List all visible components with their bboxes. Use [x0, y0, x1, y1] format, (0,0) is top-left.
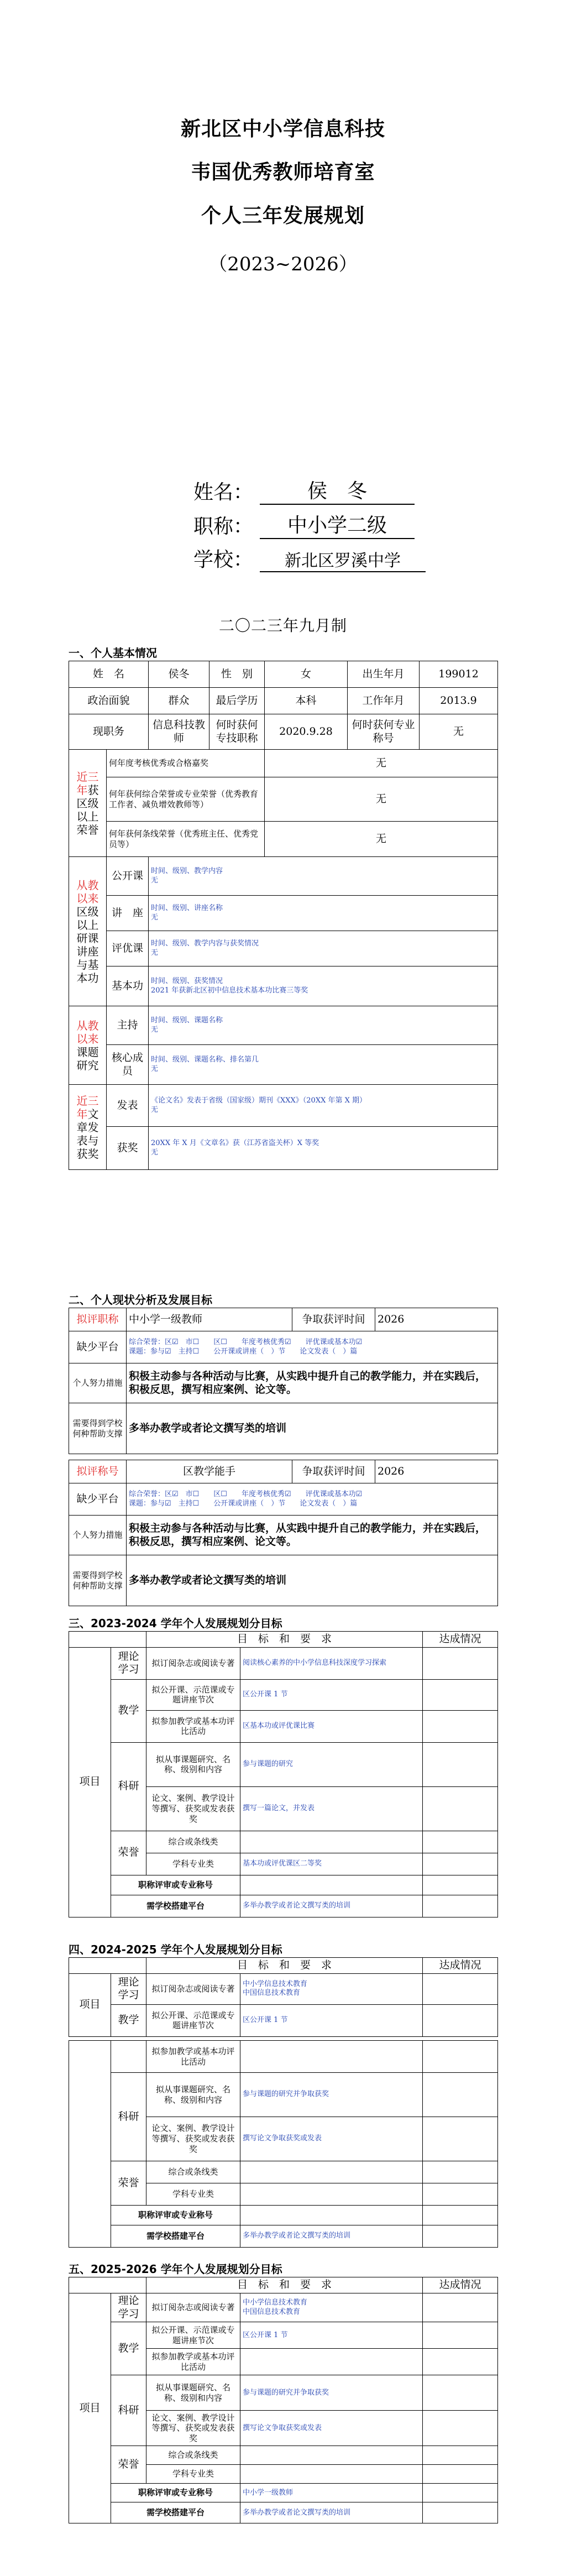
goal-value: 参与课题的研究并争取获奖 [240, 2375, 423, 2411]
goal-value: 多举办教学或者论文撰写类的培训 [240, 1895, 423, 1917]
done-cell [423, 1895, 498, 1917]
item-label: 论文、案例、教学设计等撰写、获奖或发表获奖 [146, 2411, 240, 2446]
goal-value: 区基本功或评优课比赛 [240, 1710, 423, 1742]
goal-value [240, 2161, 423, 2183]
time-label: 争取获评时间 [292, 1308, 375, 1331]
done-cell [423, 2206, 498, 2225]
item-label: 拟从事课题研究、名称、级别和内容 [146, 2073, 240, 2117]
politics-label-cell: 政治面貌 [69, 688, 149, 714]
goal-value: 中小学一级教师 [240, 2484, 423, 2502]
done-cell [423, 2502, 498, 2523]
topic-row-value: 时间、级别、课题名称、排名第几 无 [149, 1045, 498, 1085]
item-label: 拟从事课题研究、名称、级别和内容 [146, 2375, 240, 2411]
goal-value [240, 2183, 423, 2206]
honor-row-value: 无 [265, 777, 498, 822]
done-cell [423, 2484, 498, 2502]
honor-row-label: 何年获何综合荣誉或专业荣誉（优秀教育工作者、减负增效教师等） [107, 777, 265, 822]
topic-row-label: 核心成员 [107, 1045, 149, 1085]
done-cell [423, 2322, 498, 2349]
plan-table-2024-cont [69, 2040, 498, 2248]
paper-row-label: 发表 [107, 1085, 149, 1127]
honor-row-value: 无 [265, 750, 498, 777]
title-value: 中小学二级 [260, 510, 415, 539]
work-label-cell: 工作年月 [348, 688, 420, 714]
school-line [193, 544, 426, 572]
done-cell [423, 2465, 498, 2484]
help-label: 需要得到学校何种帮助支撑 [69, 1403, 127, 1454]
item-label: 拟参加教学或基本功评比活动 [146, 2041, 240, 2073]
topic-group-label: 从教以来课题研究 [69, 1006, 107, 1085]
research-row-label: 评优课 [107, 931, 149, 966]
title-line [193, 510, 415, 539]
school-label: 学校： [193, 548, 254, 571]
goal-value: 基本功或评优课区二等奖 [240, 1853, 423, 1875]
name-value: 侯 冬 [260, 476, 415, 505]
research-row-value: 时间、级别、教学内容 无 [149, 857, 498, 896]
effort-label: 个人努力措施 [69, 1516, 127, 1555]
cover-title-2: 韦国优秀教师培育室 [191, 161, 375, 184]
goal-value [240, 1875, 423, 1895]
done-header: 达成情况 [423, 2277, 498, 2293]
honor-row-label: 何年度考核优秀或合格嘉奖 [107, 750, 265, 777]
time-value: 2026 [375, 1308, 498, 1331]
done-cell [423, 2293, 498, 2322]
project-label: 项目 [69, 1647, 111, 1917]
name-line [193, 476, 415, 505]
topic-row-label: 主持 [107, 1006, 149, 1045]
category-label: 荣誉 [111, 2446, 146, 2484]
name-cell: 侯冬 [149, 661, 209, 688]
honor-group-label: 近三年获区级以上荣誉 [69, 750, 107, 857]
honor-row-value: 无 [265, 822, 498, 857]
item-label: 综合或条线类 [146, 2446, 240, 2465]
title-goal-label: 拟评职称 [69, 1308, 127, 1331]
goal-value [240, 2446, 423, 2465]
politics-cell: 群众 [149, 688, 209, 714]
goal-value: 撰写论文争取获奖或发表 [240, 2411, 423, 2446]
category-label: 科研 [111, 1742, 146, 1831]
item-label: 综合或条线类 [146, 1831, 240, 1853]
birth-label-cell: 出生年月 [348, 661, 420, 688]
edu-label-cell: 最后学历 [209, 688, 265, 714]
done-cell [423, 1742, 498, 1786]
effort-label: 个人努力措施 [69, 1363, 127, 1403]
item-label: 论文、案例、教学设计等撰写、获奖或发表获奖 [146, 2117, 240, 2161]
gender-cell: 女 [265, 661, 348, 688]
title-goal-value: 中小学一级教师 [127, 1308, 292, 1331]
plan-table-2023 [69, 1631, 498, 1917]
time-label: 争取获评时间 [292, 1460, 375, 1483]
title-label: 职称： [193, 515, 254, 538]
paper-row-value: 《论文名》发表于省级（国家级）期刊《XXX》（20XX 年第 X 期） 无 [149, 1085, 498, 1127]
item-label: 拟订阅杂志或阅读专著 [146, 2293, 240, 2322]
category-label: 荣誉 [111, 2161, 146, 2206]
done-cell [423, 1831, 498, 1853]
goal-value: 区公开课 1 节 [240, 2004, 423, 2036]
goal-value [240, 2206, 423, 2225]
item-label: 拟从事课题研究、名称、级别和内容 [146, 1742, 240, 1786]
name-label-cell: 姓 名 [69, 661, 149, 688]
honor-goal-label: 拟评称号 [69, 1460, 127, 1483]
name-label: 姓名： [193, 481, 254, 504]
gap-label: 缺少平台 [69, 1483, 127, 1516]
research-row-value: 时间、级别、获奖情况 2021 年获新北区初中信息技术基本功比赛三等奖 [149, 966, 498, 1006]
goal-value: 参与课题的研究并争取获奖 [240, 2073, 423, 2117]
spec-time-cell: 2020.9.28 [265, 714, 348, 750]
cover-title-1: 新北区中小学信息科技 [180, 118, 385, 140]
done-header: 达成情况 [423, 1958, 498, 1974]
basic-info-table [69, 661, 498, 1170]
done-cell [423, 2073, 498, 2117]
category-label: 理论学习 [111, 1973, 146, 2004]
status-table-1 [69, 1308, 498, 1454]
honor-row-label: 何年获何条线荣誉（优秀班主任、优秀党员等） [107, 822, 265, 857]
done-cell [423, 2161, 498, 2183]
section-5-heading: 五、2025-2026 学年个人发展规划分目标 [69, 2263, 282, 2276]
done-cell [423, 1853, 498, 1875]
goal-value: 撰写一篇论文，并发表 [240, 1786, 423, 1831]
goal-value: 区公开课 1 节 [240, 1679, 423, 1710]
gap-value: 综合荣誉：区☑ 市☐ 区☐ 年度考核优秀☑ 评优课或基本功☑ 课题：参与☑ 主持☐ 公开课或讲座（ ）节 论文发表（ ）篇 [127, 1483, 498, 1516]
item-label: 拟订阅杂志或阅读专著 [146, 1647, 240, 1679]
item-label: 拟公开课、示范课或专题讲座节次 [146, 2004, 240, 2036]
target-header: 目 标 和 要 求 [146, 2277, 423, 2293]
done-cell [423, 1786, 498, 1831]
goal-value [240, 2041, 423, 2073]
effort-value: 积极主动参与各种活动与比赛，从实践中提升自己的教学能力，并在实践后，积极反思，撰写相应案例、论文等。 [127, 1363, 498, 1403]
category-label: 教学 [111, 1679, 146, 1742]
goal-value [240, 2349, 423, 2375]
category-label: 教学 [111, 2322, 146, 2375]
item-label: 拟参加教学或基本功评比活动 [146, 2349, 240, 2375]
target-header: 目 标 和 要 求 [146, 1632, 423, 1648]
done-cell [423, 2375, 498, 2411]
item-label: 拟参加教学或基本功评比活动 [146, 1710, 240, 1742]
research-row-label: 公开课 [107, 857, 149, 896]
item-label: 学科专业类 [146, 2183, 240, 2206]
gap-value: 综合荣誉：区☑ 市☐ 区☐ 年度考核优秀☑ 评优课或基本功☑ 课题：参与☑ 主持☐ 公开课或讲座（ ）节 论文发表（ ）篇 [127, 1331, 498, 1363]
done-cell [423, 1973, 498, 2004]
duty-cell: 信息科技教师 [149, 714, 209, 750]
research-row-value: 时间、级别、讲座名称 无 [149, 896, 498, 931]
done-cell [423, 2183, 498, 2206]
research-row-label: 讲 座 [107, 896, 149, 931]
done-cell [423, 2225, 498, 2248]
goal-value: 中小学信息技术教育 中国信息技术教育 [240, 2293, 423, 2322]
spec-time-label-cell: 何时获何专技职称 [209, 714, 265, 750]
section-2-heading: 二、个人现状分析及发展目标 [69, 1293, 212, 1307]
time-value: 2026 [375, 1460, 498, 1483]
goal-value [240, 1831, 423, 1853]
category-label: 理论学习 [111, 2293, 146, 2322]
goal-value: 撰写论文争取获奖或发表 [240, 2117, 423, 2161]
done-cell [423, 2041, 498, 2073]
category-label: 理论学习 [111, 1647, 146, 1679]
done-cell [423, 1875, 498, 1895]
section-4-heading: 四、2024-2025 学年个人发展规划分目标 [69, 1943, 282, 1956]
done-cell [423, 1647, 498, 1679]
done-cell [423, 1710, 498, 1742]
help-label: 需要得到学校何种帮助支撑 [69, 1555, 127, 1606]
birth-cell: 199012 [420, 661, 498, 688]
item-label: 论文、案例、教学设计等撰写、获奖或发表获奖 [146, 1786, 240, 1831]
item-label: 学科专业类 [146, 2465, 240, 2484]
spec-cert-cell: 无 [420, 714, 498, 750]
gender-label-cell: 性 别 [209, 661, 265, 688]
category-label: 教学 [111, 2004, 146, 2036]
done-cell [423, 2411, 498, 2446]
duty-label-cell: 现职务 [69, 714, 149, 750]
item-label: 需学校搭建平台 [111, 2502, 240, 2523]
date-line: 二〇二三年九月制 [218, 616, 347, 635]
goal-value: 中小学信息技术教育 中国信息技术教育 [240, 1973, 423, 2004]
paper-group-label: 近三年文章发表与获奖 [69, 1085, 107, 1170]
done-cell [423, 1679, 498, 1710]
research-row-label: 基本功 [107, 966, 149, 1006]
help-value: 多举办教学或者论文撰写类的培训 [127, 1555, 498, 1606]
item-label: 拟公开课、示范课或专题讲座节次 [146, 1679, 240, 1710]
effort-value: 积极主动参与各种活动与比赛，从实践中提升自己的教学能力，并在实践后，积极反思，撰写相应案例、论文等。 [127, 1516, 498, 1555]
item-label: 职称评审或专业称号 [111, 1875, 240, 1895]
done-cell [423, 2349, 498, 2375]
honor-goal-value: 区教学能手 [127, 1460, 292, 1483]
done-cell [423, 2117, 498, 2161]
work-cell: 2013.9 [420, 688, 498, 714]
item-label: 学科专业类 [146, 1853, 240, 1875]
target-header: 目 标 和 要 求 [146, 1958, 423, 1974]
goal-value: 多举办教学或者论文撰写类的培训 [240, 2225, 423, 2248]
status-table-2 [69, 1460, 498, 1606]
edu-cell: 本科 [265, 688, 348, 714]
item-label: 需学校搭建平台 [111, 1895, 240, 1917]
goal-value: 参与课题的研究 [240, 1742, 423, 1786]
item-label: 需学校搭建平台 [111, 2225, 240, 2248]
done-header: 达成情况 [423, 1632, 498, 1648]
cover-years: （2023~2026） [208, 253, 358, 275]
paper-row-label: 获奖 [107, 1127, 149, 1170]
item-label: 拟公开课、示范课或专题讲座节次 [146, 2322, 240, 2349]
project-label: 项目 [69, 2293, 111, 2523]
item-label: 综合或条线类 [146, 2161, 240, 2183]
category-label: 荣誉 [111, 1831, 146, 1875]
category-label: 科研 [111, 2375, 146, 2446]
help-value: 多举办教学或者论文撰写类的培训 [127, 1403, 498, 1454]
research-group-label: 从教以来区级以上研课讲座与基本功 [69, 857, 107, 1006]
goal-value: 多举办教学或者论文撰写类的培训 [240, 2502, 423, 2523]
goal-value [240, 2465, 423, 2484]
category-label: 科研 [111, 2073, 146, 2161]
cover-title-3: 个人三年发展规划 [201, 205, 365, 227]
gap-label: 缺少平台 [69, 1331, 127, 1363]
section-1-heading: 一、个人基本情况 [69, 646, 157, 660]
item-label: 职称评审或专业称号 [111, 2206, 240, 2225]
item-label: 职称评审或专业称号 [111, 2484, 240, 2502]
spec-cert-label-cell: 何时获何专业称号 [348, 714, 420, 750]
done-cell [423, 2004, 498, 2036]
paper-row-value: 20XX 年 X 月《文章名》获（江苏省盗关杯）X 等奖 无 [149, 1127, 498, 1170]
research-row-value: 时间、级别、教学内容与获奖情况 无 [149, 931, 498, 966]
plan-table-2024 [69, 1957, 498, 2037]
topic-row-value: 时间、级别、课题名称 无 [149, 1006, 498, 1045]
goal-value: 阅读核心素养的中小学信息科技深度学习探索 [240, 1647, 423, 1679]
project-label: 项目 [69, 1973, 111, 2036]
goal-value: 区公开课 1 节 [240, 2322, 423, 2349]
done-cell [423, 2446, 498, 2465]
school-value: 新北区罗溪中学 [260, 547, 426, 572]
plan-table-2025 [69, 2277, 498, 2523]
section-3-heading: 三、2023-2024 学年个人发展规划分目标 [69, 1617, 282, 1630]
item-label: 拟订阅杂志或阅读专著 [146, 1973, 240, 2004]
